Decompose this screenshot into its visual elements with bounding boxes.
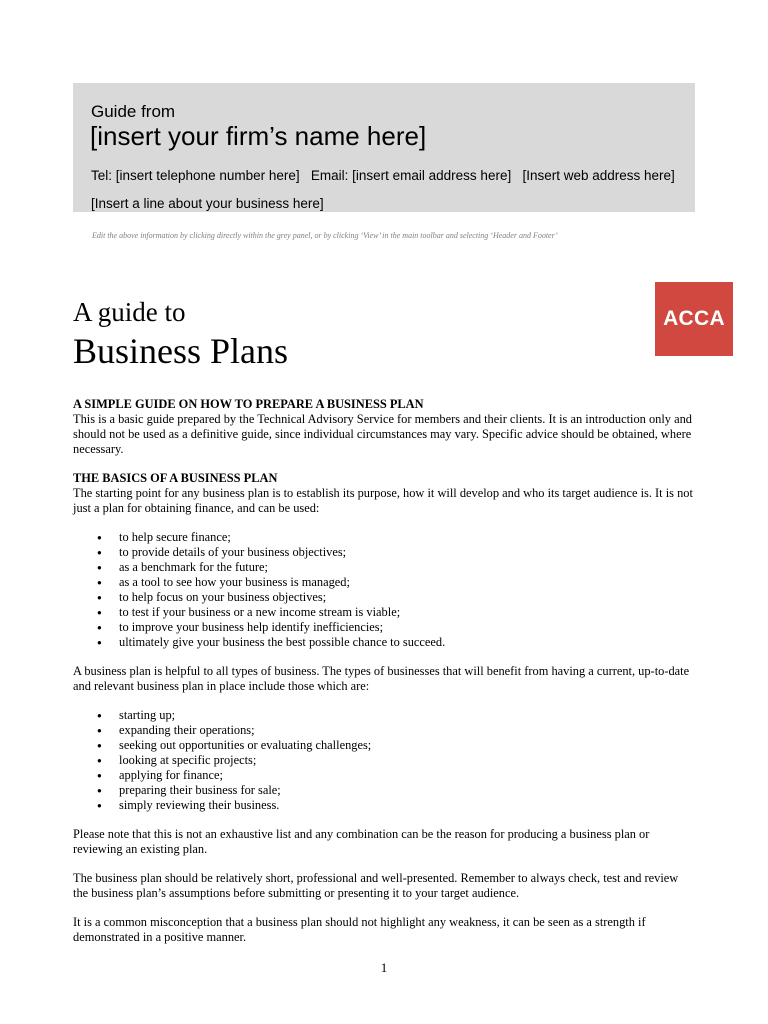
- page-number: 1: [380, 960, 388, 975]
- list-item: ● expanding their operations;: [73, 723, 695, 738]
- list-item: ● simply reviewing their business.: [73, 798, 695, 813]
- business-line-placeholder[interactable]: [Insert a line about your business here]: [91, 196, 324, 211]
- firm-name-placeholder[interactable]: [insert your firm’s name here]: [90, 121, 427, 151]
- list-item: ● to test if your business or a new income stream is viable;: [73, 605, 695, 620]
- list-item: ● to improve your business help identify inefficiencies;: [73, 620, 695, 635]
- header-panel: [73, 83, 695, 212]
- document-body: [73, 397, 695, 945]
- section-intro-paragraph: This is a basic guide prepared by the Technical Advisory Service for members and their clients. It is an introduction only and should not be used as a definitive guide, since individual circumstances may vary. Specific advice should be obtained, where necessary.: [73, 412, 692, 456]
- business-types-intro: A business plan is helpful to all types of business. The types of businesses that will benefit from having a current, up-to-date and relevant business plan in place include those which are:: [73, 664, 690, 693]
- misconception-paragraph: It is a common misconception that a business plan should not highlight any weakness, it can be seen as a strength if demonstrated in a positive manner.: [73, 915, 646, 944]
- guide-from-label: Guide from: [91, 102, 176, 121]
- list-item: ● to help focus on your business objectives;: [73, 590, 695, 605]
- document-title: Business Plans: [73, 331, 289, 371]
- list-item: ● as a benchmark for the future;: [73, 560, 695, 575]
- contact-details-placeholder[interactable]: Tel: [insert telephone number here] Email: [insert email address here] [Insert web address here]: [91, 168, 675, 183]
- list-item: ● to provide details of your business objectives;: [73, 545, 695, 560]
- list-item: ● looking at specific projects;: [73, 753, 695, 768]
- list-item: ● to help secure finance;: [73, 530, 695, 545]
- basics-intro-paragraph: The starting point for any business plan is to establish its purpose, how it will develop and who its target audience is. It is not just a plan for obtaining finance, and can be used:: [73, 486, 693, 515]
- title-line-1: A guide to: [73, 297, 186, 327]
- presentation-paragraph: The business plan should be relatively short, professional and well-presented. Remember to always check, test and review the business plan’s assumptions before submitting or presenting it to your target audience.: [73, 871, 679, 900]
- acca-logo: [655, 282, 733, 356]
- list-item: ● seeking out opportunities or evaluating challenges;: [73, 738, 695, 753]
- list-item: ● starting up;: [73, 708, 695, 723]
- uses-bullet-list: [73, 530, 695, 650]
- list-item: ● as a tool to see how your business is managed;: [73, 575, 695, 590]
- list-item: ● ultimately give your business the best possible chance to succeed.: [73, 635, 695, 650]
- business-types-bullet-list: [73, 708, 695, 813]
- section-heading-basics: THE BASICS OF A BUSINESS PLAN: [73, 471, 278, 485]
- section-heading-simple-guide: A SIMPLE GUIDE ON HOW TO PREPARE A BUSINESS PLAN: [73, 397, 424, 411]
- list-item: ● preparing their business for sale;: [73, 783, 695, 798]
- logo-text: ACCA: [663, 307, 725, 330]
- exhaustive-list-paragraph: Please note that this is not an exhaustive list and any combination can be the reason for producing a business plan or reviewing an existing plan.: [73, 827, 650, 856]
- edit-instructions-note: Edit the above information by clicking directly within the grey panel, or by clicking ‘View’ in the main toolbar and selecting ‘Header and Footer’: [92, 231, 558, 240]
- list-item: ● applying for finance;: [73, 768, 695, 783]
